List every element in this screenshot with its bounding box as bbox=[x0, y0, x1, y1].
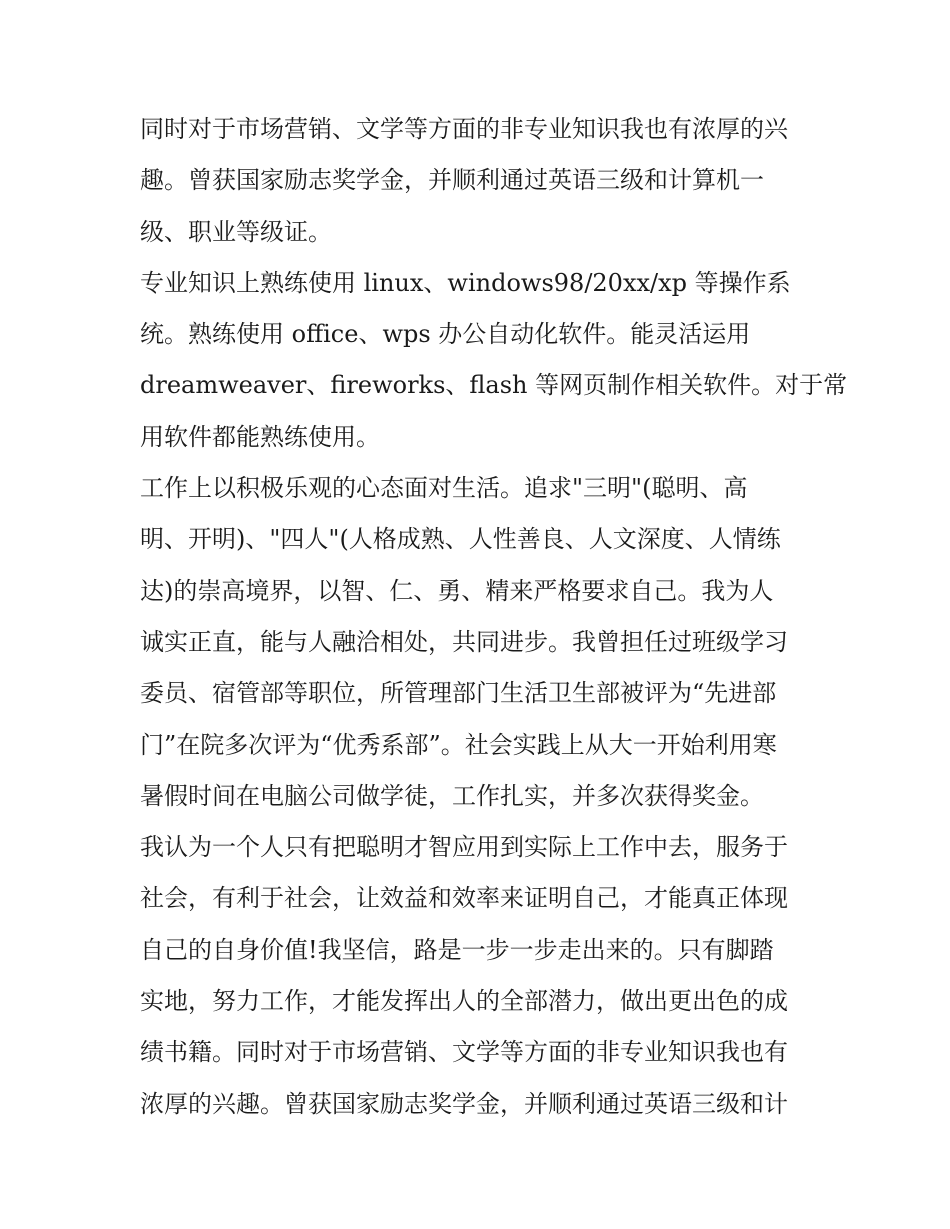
text-line: 社会，有利于社会，让效益和效率来证明自己，才能真正体现 bbox=[140, 884, 788, 913]
text-line: 暑假时间在电脑公司做学徒，工作扎实，并多次获得奖金。 bbox=[140, 781, 764, 810]
text-line: 明、开明)、"四人"(人格成熟、人性善良、人文深度、人情练 bbox=[140, 525, 781, 554]
text-line: 趣。曾获国家励志奖学金，并顺利通过英语三级和计算机一 bbox=[140, 166, 764, 195]
text-line: 门”在院多次评为“优秀系部”。社会实践上从大一开始利用寒 bbox=[140, 730, 777, 759]
text-line: 统。熟练使用 office、wps 办公自动化软件。能灵活运用 bbox=[140, 320, 751, 349]
text-line: 绩书籍。同时对于市场营销、文学等方面的非专业知识我也有 bbox=[140, 1038, 788, 1067]
text-line: 自己的自身价值!我坚信，路是一步一步走出来的。只有脚踏 bbox=[140, 935, 774, 964]
text-line: 工作上以积极乐观的心态面对生活。追求"三明"(聪明、高 bbox=[140, 474, 748, 503]
document-body bbox=[140, 104, 848, 1130]
text-line: 达)的崇高境界，以智、仁、勇、精来严格要求自己。我为人 bbox=[140, 576, 774, 605]
text-line: 级、职业等级证。 bbox=[140, 217, 332, 246]
text-line: 诚实正直，能与人融洽相处，共同进步。我曾担任过班级学习 bbox=[140, 627, 788, 656]
text-line: 专业知识上熟练使用 linux、windows98/20xx/xp 等操作系 bbox=[140, 268, 791, 297]
text-line: 用软件都能熟练使用。 bbox=[140, 422, 380, 451]
text-line: 同时对于市场营销、文学等方面的非专业知识我也有浓厚的兴 bbox=[140, 115, 788, 143]
text-line: dreamweaver、fireworks、flash 等网页制作相关软件。对于常 bbox=[140, 371, 848, 400]
text-line: 实地，努力工作，才能发挥出人的全部潜力，做出更出色的成 bbox=[140, 987, 788, 1016]
text-line: 浓厚的兴趣。曾获国家励志奖学金，并顺利通过英语三级和计 bbox=[140, 1089, 788, 1118]
text-line: 我认为一个人只有把聪明才智应用到实际上工作中去，服务于 bbox=[140, 833, 788, 862]
text-line: 委员、宿管部等职位，所管理部门生活卫生部被评为“先进部 bbox=[140, 679, 777, 708]
